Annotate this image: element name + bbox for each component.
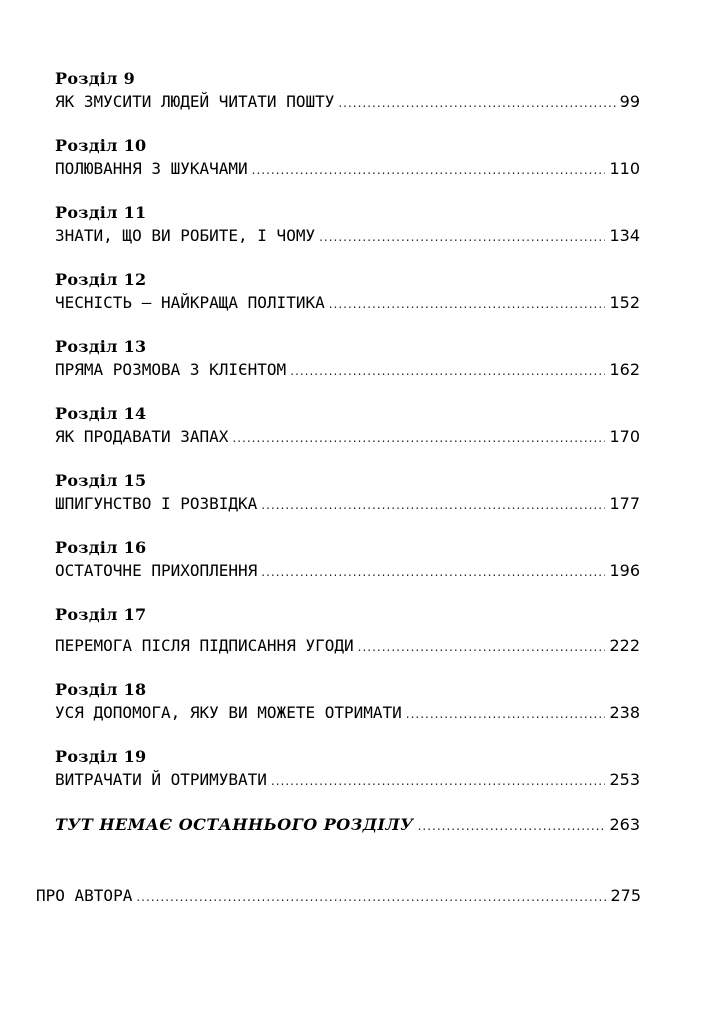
dot-leader	[271, 769, 606, 793]
chapter-label: Розділ 11	[55, 203, 147, 222]
chapter-label: Розділ 19	[55, 747, 147, 766]
toc-chapter	[55, 604, 640, 658]
chapter-title: ШПИГУНСТВО І РОЗВІДКА	[55, 494, 258, 513]
dot-leader	[358, 635, 606, 659]
page-number: 152	[609, 293, 640, 312]
chapter-label: Розділ 12	[55, 270, 147, 289]
toc-entry[interactable]	[55, 634, 640, 658]
dot-leader	[319, 225, 605, 249]
toc-entry[interactable]	[55, 492, 640, 516]
toc-entry[interactable]	[55, 701, 640, 725]
toc-entry-final[interactable]	[55, 813, 640, 837]
page-number: 162	[609, 360, 640, 379]
chapter-label: Розділ 9	[55, 69, 136, 88]
toc-chapter	[55, 403, 640, 449]
chapter-title: ОСТАТОЧНЕ ПРИХОПЛЕННЯ	[55, 561, 258, 580]
dot-leader	[252, 158, 606, 182]
page-number: 222	[609, 636, 640, 655]
dot-leader	[338, 91, 615, 115]
chapter-title: ЯК ПРОДАВАТИ ЗАПАХ	[55, 427, 229, 446]
chapter-title: ЧЕСНІСТЬ – НАЙКРАЩА ПОЛІТИКА	[55, 293, 325, 312]
toc-entry[interactable]	[55, 559, 640, 583]
page-number: 196	[609, 561, 640, 580]
chapter-title: ЯК ЗМУСИТИ ЛЮДЕЙ ЧИТАТИ ПОШТУ	[55, 92, 335, 111]
chapter-title: ПРЯМА РОЗМОВА З КЛІЄНТОМ	[55, 360, 287, 379]
page-number: 170	[609, 427, 640, 446]
table-of-contents	[55, 68, 640, 837]
chapter-title: ПЕРЕМОГА ПІСЛЯ ПІДПИСАННЯ УГОДИ	[55, 636, 354, 655]
chapter-label: Розділ 14	[55, 404, 147, 423]
final-entry-title: ТУТ НЕМАЄ ОСТАННЬОГО РОЗДІЛУ	[55, 815, 414, 834]
toc-entry[interactable]	[55, 768, 640, 792]
author-entry-title: ПРО АВТОРА	[36, 886, 133, 905]
toc-chapter	[55, 68, 640, 114]
page-number: 177	[609, 494, 640, 513]
toc-chapter	[55, 746, 640, 792]
toc-chapter	[55, 336, 640, 382]
chapter-label: Розділ 18	[55, 680, 147, 699]
dot-leader	[261, 560, 605, 584]
toc-entry-author[interactable]	[36, 884, 641, 908]
toc-chapter	[55, 135, 640, 181]
dot-leader	[232, 426, 605, 450]
page-number: 110	[609, 159, 640, 178]
page-number: 275	[610, 886, 641, 905]
toc-entry[interactable]	[55, 157, 640, 181]
toc-chapter	[55, 269, 640, 315]
chapter-label: Розділ 10	[55, 136, 147, 155]
chapter-title: ПОЛЮВАННЯ З ШУКАЧАМИ	[55, 159, 248, 178]
page-number: 253	[609, 770, 640, 789]
chapter-label: Розділ 15	[55, 471, 147, 490]
page-number: 238	[609, 703, 640, 722]
chapter-title: ВИТРАЧАТИ Й ОТРИМУВАТИ	[55, 770, 267, 789]
chapter-title: ЗНАТИ, ЩО ВИ РОБИТЕ, І ЧОМУ	[55, 226, 316, 245]
toc-entry[interactable]	[55, 425, 640, 449]
dot-leader	[261, 493, 605, 517]
dot-leader	[136, 885, 606, 909]
toc-chapter	[55, 470, 640, 516]
toc-chapter	[55, 202, 640, 248]
page-number: 263	[609, 815, 640, 834]
page-number: 134	[609, 226, 640, 245]
dot-leader	[406, 702, 606, 726]
toc-chapter	[55, 537, 640, 583]
toc-entry[interactable]	[55, 291, 640, 315]
chapter-label: Розділ 13	[55, 337, 147, 356]
dot-leader	[290, 359, 605, 383]
dot-leader	[329, 292, 606, 316]
toc-chapter	[55, 679, 640, 725]
toc-entry[interactable]	[55, 224, 640, 248]
page-number: 99	[619, 92, 640, 111]
dot-leader	[418, 814, 606, 838]
chapter-label: Розділ 17	[55, 605, 147, 624]
toc-entry[interactable]	[55, 358, 640, 382]
chapter-title: УСЯ ДОПОМОГА, ЯКУ ВИ МОЖЕТЕ ОТРИМАТИ	[55, 703, 402, 722]
toc-entry[interactable]	[55, 90, 640, 114]
chapter-label: Розділ 16	[55, 538, 147, 557]
